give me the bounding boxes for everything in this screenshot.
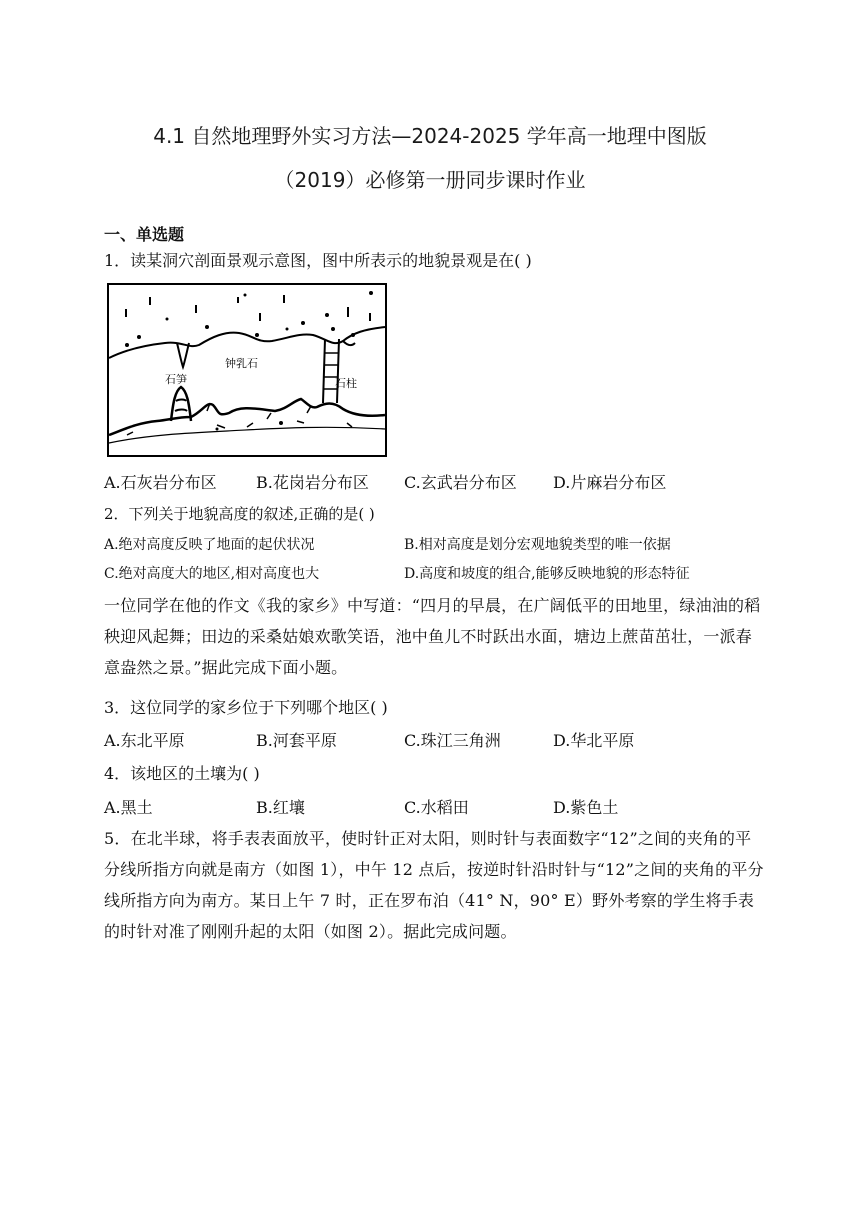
q4-option-d: D.紫色土 [553, 798, 619, 817]
q3-option-d: D.华北平原 [553, 731, 635, 750]
document-title-line-2: （2019）必修第一册同步课时作业 [274, 168, 586, 192]
q4-option-a: A.黑土 [104, 798, 153, 817]
question-2-stem: 2．下列关于地貌高度的叙述,正确的是( ) [104, 505, 375, 523]
question-3-stem: 3．这位同学的家乡位于下列哪个地区( ) [104, 698, 388, 717]
reading-passage: 一位同学在他的作文《我的家乡》中写道：“四月的早晨，在广阔低平的田地里，绿油油的稻秧迎风起舞；田边的采桑姑娘欢歌笑语，池中鱼儿不时跃出水面，塘边上蔗苗茁壮，一派春意盎然之景。”据此完成下面小题。 [104, 596, 761, 677]
q2-option-c: C.绝对高度大的地区,相对高度也大 [104, 566, 320, 582]
q1-option-b: B.花岗岩分布区 [256, 473, 369, 492]
pillar-label: 石柱 [335, 377, 357, 390]
q4-option-b: B.红壤 [256, 798, 305, 817]
q3-option-b: B.河套平原 [256, 731, 337, 750]
q3-option-c: C.珠江三角洲 [404, 731, 501, 750]
q2-option-d: D.高度和坡度的组合,能够反映地貌的形态特征 [404, 566, 690, 582]
q1-option-a: A.石灰岩分布区 [104, 473, 217, 492]
section-heading: 一、单选题 [104, 225, 185, 244]
q2-option-b: B.相对高度是划分宏观地貌类型的唯一依据 [404, 537, 671, 553]
cave-profile-figure [107, 283, 387, 457]
q1-option-c: C.玄武岩分布区 [404, 473, 517, 492]
document-title-line-1: 4.1 自然地理野外实习方法—2024-2025 学年高一地理中图版 [153, 124, 707, 148]
question-5-stem: 5．在北半球，将手表表面放平，使时针正对太阳，则时针与表面数字“12”之间的夹角的平分线所指方向就是南方（如图 1），中午 12 点后，按逆时针沿时针与“12”之间的夹角的平分线所指方向为南方。某日上午 7 时，正在罗布泊（41° N，90° E）野外考察的学生将手表的时针对准了刚刚升起的太阳（如图 2）。据此完成问题。 [104, 829, 764, 941]
q1-option-d: D.片麻岩分布区 [553, 473, 667, 492]
stalagmite-label: 石笋 [165, 373, 187, 386]
question-4-stem: 4．该地区的土壤为( ) [104, 764, 260, 783]
stalactite-label: 钟乳石 [225, 357, 258, 370]
q4-option-c: C.水稻田 [404, 798, 469, 817]
q3-option-a: A.东北平原 [104, 731, 185, 750]
question-1-stem: 1．读某洞穴剖面景观示意图，图中所表示的地貌景观是在( ) [104, 251, 532, 270]
q2-option-a: A.绝对高度反映了地面的起伏状况 [104, 537, 315, 553]
